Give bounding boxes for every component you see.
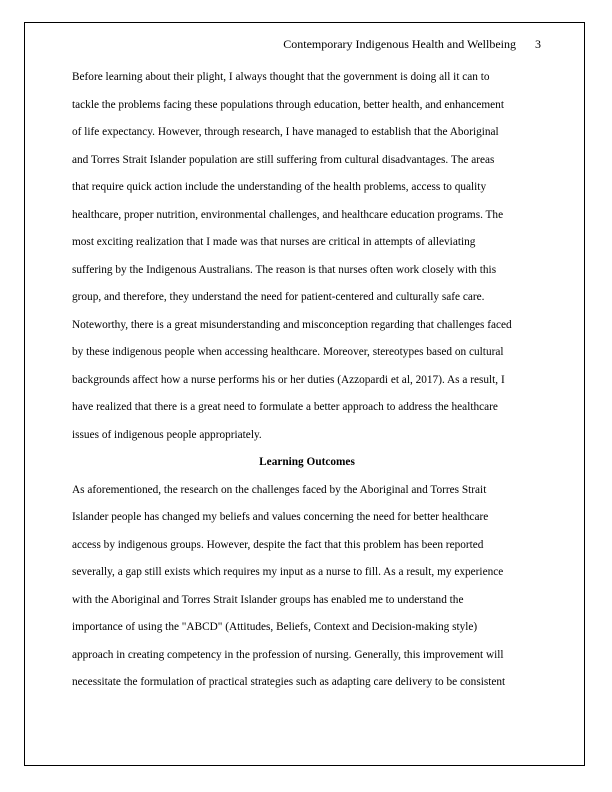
text-line: backgrounds affect how a nurse performs his or her duties (Azzopardi et al, 2017). As a result, I	[72, 373, 505, 386]
text-line: most exciting realization that I made was that nurses are critical in attempts of alleviating	[72, 236, 476, 248]
page-number: 3	[535, 37, 541, 51]
running-header	[283, 36, 541, 52]
text-line: Before learning about their plight, I always thought that the government is doing all it can to	[72, 71, 490, 83]
text-line: have realized that there is a great need to formulate a better approach to address the healthcare	[72, 401, 498, 413]
text-line: approach in creating competency in the profession of nursing. Generally, this improvement will	[72, 648, 504, 661]
text-line: that require quick action include the understanding of the health problems, access to quality	[72, 181, 487, 193]
text-line: group, and therefore, they understand the need for patient-centered and culturally safe care.	[72, 291, 485, 303]
text-line: access by indigenous groups. However, despite the fact that this problem has been reported	[72, 538, 484, 551]
text-line: of life expectancy. However, through research, I have managed to establish that the Aboriginal	[72, 126, 499, 138]
text-line: Noteworthy, there is a great misunderstanding and misconception regarding that challenges faced	[72, 318, 512, 331]
text-line: by these indigenous people when accessing healthcare. Moreover, stereotypes based on cultural	[72, 346, 504, 358]
text-line: severally, a gap still exists which requires my input as a nurse to fill. As a result, my experience	[72, 566, 504, 578]
text-line: and Torres Strait Islander population are still suffering from cultural disadvantages. The areas	[72, 153, 495, 166]
text-line: Islander people has changed my beliefs and values concerning the need for better healthcare	[72, 511, 489, 523]
text-line: importance of using the "ABCD" (Attitudes, Beliefs, Context and Decision-making style)	[72, 621, 478, 633]
text-line: As aforementioned, the research on the challenges faced by the Aboriginal and Torres Strait	[72, 483, 487, 496]
section-heading: Learning Outcomes	[259, 456, 355, 468]
text-line: tackle the problems facing these populations through education, better health, and enhancement	[72, 98, 504, 111]
text-line: issues of indigenous people appropriately.	[72, 428, 262, 441]
running-title: Contemporary Indigenous Health and Wellbeing	[283, 37, 516, 51]
document-body	[72, 64, 542, 697]
paragraph-2	[72, 477, 542, 697]
paragraph-1	[72, 64, 542, 449]
text-line: with the Aboriginal and Torres Strait Islander groups has enabled me to understand the	[72, 593, 464, 606]
text-line: suffering by the Indigenous Australians. The reason is that nurses often work closely with this	[72, 263, 497, 276]
text-line: necessitate the formulation of practical strategies such as adapting care delivery to be consistent	[72, 676, 506, 688]
text-line: healthcare, proper nutrition, environmental challenges, and healthcare education programs. The	[72, 208, 504, 221]
